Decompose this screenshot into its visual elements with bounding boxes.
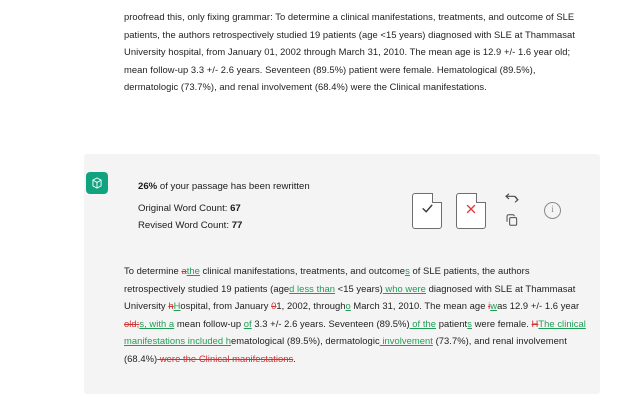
diff-unchanged: mean follow-up	[174, 317, 244, 329]
diff-unchanged: as 12.9 +/- 1.6 year	[497, 300, 580, 312]
diff-deletion: a	[181, 265, 187, 276]
diff-unchanged: ough	[324, 300, 346, 312]
diff-unchanged: of SLE patients, the authors retrospectively studied 19 patients (age	[124, 265, 530, 294]
diff-unchanged: ematological (89.5%), dermatologic	[231, 335, 380, 347]
revised-word-count-value: 77	[231, 220, 243, 231]
info-button[interactable]: i	[544, 202, 561, 219]
diff-unchanged: were female.	[471, 317, 532, 329]
diff-deletion: H	[531, 317, 539, 329]
revised-word-count-row	[138, 217, 388, 235]
diff-insertion: s, with a	[139, 317, 175, 329]
card-action-bar	[412, 192, 561, 230]
document-check-icon	[421, 202, 434, 220]
diff-insertion: who were	[382, 282, 426, 294]
document-x-icon	[465, 202, 477, 220]
reject-all-button[interactable]	[456, 193, 486, 229]
diff-unchanged: (73.7%), and renal involvement (68.4%)	[124, 335, 567, 364]
original-word-count-value: 67	[230, 202, 241, 214]
diff-unchanged: <	[335, 282, 344, 294]
diff-deletion: i	[488, 300, 491, 312]
diff-text	[124, 262, 586, 368]
original-word-count-row	[138, 200, 388, 218]
diff-insertion: s	[467, 317, 472, 329]
diff-unchanged: To determine	[124, 265, 182, 276]
diff-insertion: the	[186, 265, 200, 276]
accept-all-button[interactable]	[412, 193, 442, 229]
diff-insertion: of	[243, 317, 252, 329]
copy-button[interactable]	[504, 215, 520, 230]
original-word-count-label: Original Word Count:	[138, 202, 228, 214]
diff-insertion: s	[405, 265, 410, 276]
rewritten-percent-line	[138, 178, 388, 196]
diff-insertion: of the	[409, 317, 437, 329]
diff-insertion: H	[173, 300, 181, 312]
diff-unchanged: ospital, from January	[180, 300, 272, 312]
diff-insertion: o	[345, 300, 351, 312]
diff-insertion: involvement	[379, 335, 433, 347]
summary-text-block	[138, 178, 388, 235]
diff-unchanged: patient	[436, 317, 468, 329]
diff-insertion: The clinical manifestations included h	[124, 317, 586, 347]
compare-button[interactable]	[504, 192, 520, 207]
rewritten-percent-suffix: of your passage has been rewritten	[157, 181, 310, 192]
diff-unchanged: clinical manifestations, treatments, and outcome	[199, 265, 406, 276]
diff-unchanged: .	[293, 352, 296, 364]
diff-deletion: were the Clinical manifestations	[157, 352, 294, 364]
diff-deletion: ;	[136, 317, 140, 329]
secondary-actions	[504, 192, 520, 230]
openai-logo-icon	[86, 172, 108, 194]
compare-arrows-icon	[504, 191, 520, 209]
diff-unchanged: March 31, 2010. The mean age	[350, 300, 489, 312]
copy-icon	[505, 213, 519, 232]
diff-unchanged: 15 years)	[343, 282, 383, 294]
diff-deletion: 0	[271, 300, 277, 312]
diff-unchanged: 3.3 +/- 2.6 years. Seventeen (89.5%)	[251, 317, 410, 329]
diff-unchanged: diagnosed with SLE at Thammasat University	[124, 282, 576, 312]
original-prompt-text: proofread this, only fixing grammar: To determine a clinical manifestations, treatments, and outcome of SLE patients, the authors retrospectively studied 19 patients (age <15 years) diagnosed with SLE at Thammasat University hospital, from January 01, 2002 through March 31, 2010. The mean age is 12.9 +/- 1.6 year old; mean follow-up 3.3 +/- 2.6 years. Seventeen (89.5%) patient were female. Hematological (89.5%), dermatologic (73.7%), and renal involvement (68.4%) were the Clinical manifestations.	[124, 11, 575, 93]
diff-insertion: w	[490, 300, 498, 312]
diff-insertion: d less than	[289, 282, 336, 294]
rewritten-percent: 26%	[138, 181, 158, 192]
diff-unchanged: 1, 2002, thr	[276, 300, 325, 312]
revised-word-count-label: Revised Word Count:	[138, 220, 230, 231]
diff-deletion: old	[124, 317, 137, 329]
diff-deletion: h	[168, 300, 174, 312]
